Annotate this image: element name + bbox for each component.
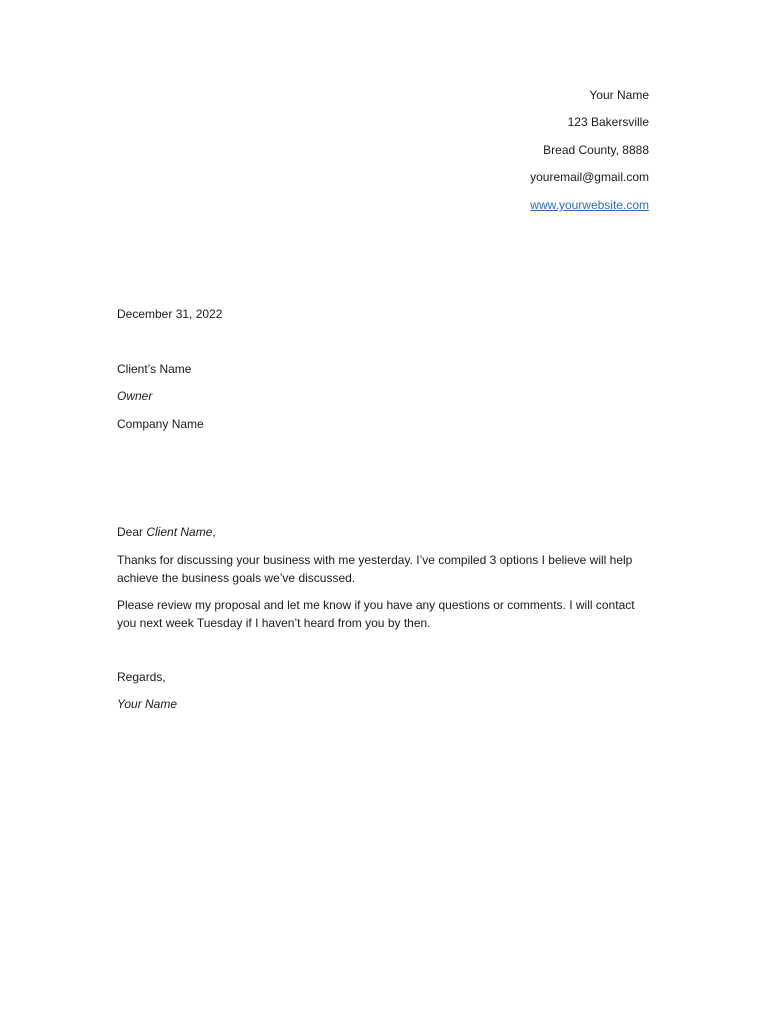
sender-city: Bread County, 8888	[543, 143, 649, 157]
closing-signature: Your Name	[117, 697, 178, 711]
body-paragraph-2-line-2: you next week Tuesday if I haven’t heard from you by then.	[117, 616, 431, 630]
recipient-title: Owner	[117, 389, 153, 403]
recipient-name: Client’s Name	[117, 362, 192, 376]
body-paragraph-1-line-1: Thanks for discussing your business with me yesterday. I’ve compiled 3 options I believe will help	[117, 553, 633, 567]
letter-date: December 31, 2022	[117, 307, 223, 321]
salutation-name: Client Name	[146, 525, 213, 539]
recipient-company: Company Name	[117, 417, 204, 431]
closing-regards: Regards,	[117, 670, 166, 684]
body-paragraph-2-line-1: Please review my proposal and let me know if you have any questions or comments. I will contact	[117, 598, 635, 612]
sender-address: 123 Bakersville	[567, 115, 649, 129]
salutation	[117, 525, 216, 539]
sender-name: Your Name	[589, 88, 649, 102]
salutation-suffix: ,	[212, 525, 216, 539]
body-paragraph-1-line-2: achieve the business goals we’ve discussed.	[117, 571, 356, 585]
sender-email: youremail@gmail.com	[530, 170, 649, 184]
salutation-prefix: Dear	[117, 525, 147, 539]
sender-website-link[interactable]: www.yourwebsite.com	[530, 198, 649, 212]
